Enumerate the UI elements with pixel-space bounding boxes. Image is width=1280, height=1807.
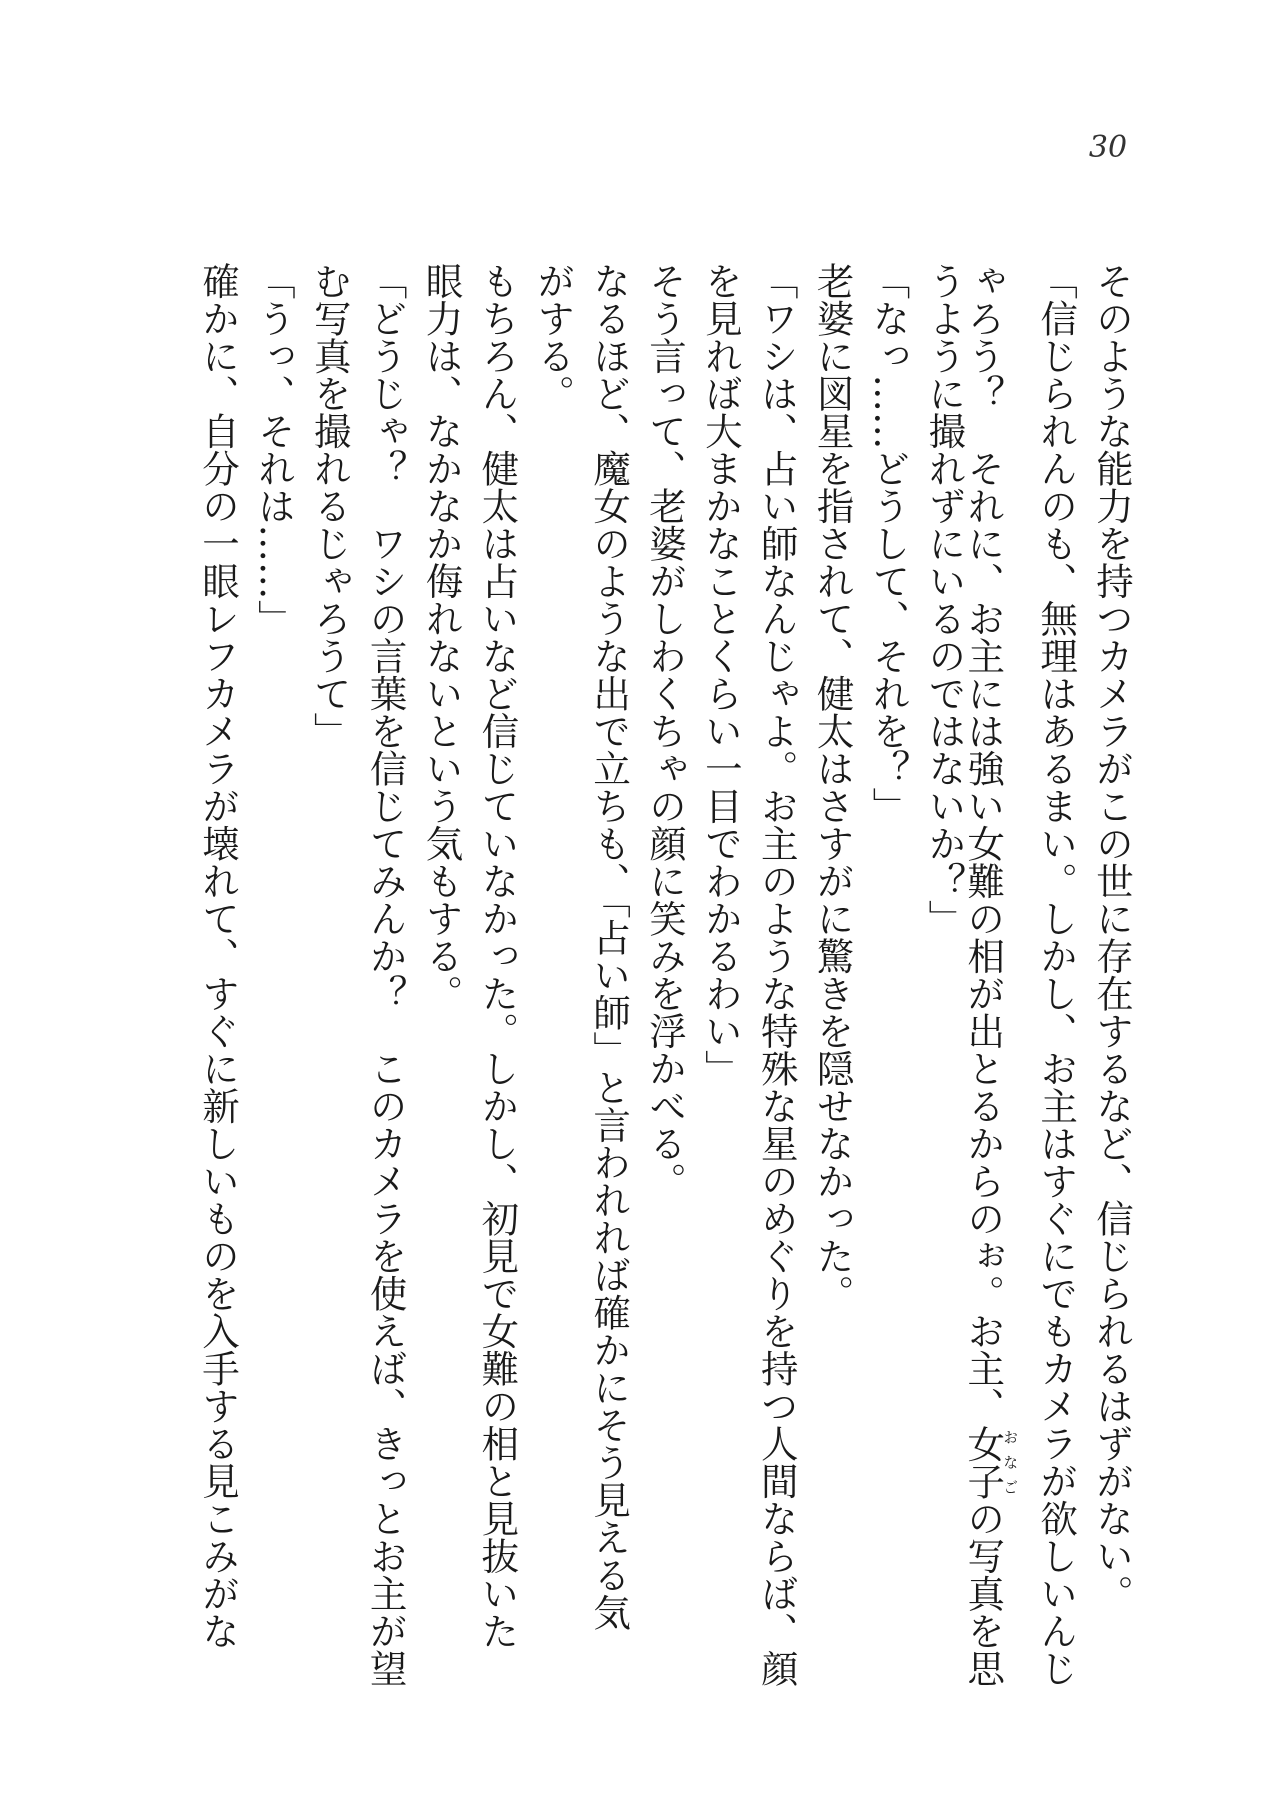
text-line-9: そう言って、老婆がしわくちゃの顔に笑みを浮かべる。 — [643, 262, 687, 1200]
ruby-base: 女子 — [961, 1424, 1006, 1500]
text-line-3-tail: の写真を思 — [961, 1499, 1006, 1687]
text-line-3-lead: ゃろう？ それに、お主には強い女難の相が出とるからのぉ。お主、 — [961, 262, 1006, 1425]
text-line-2: 「信じられんのも、無理はあるまい。しかし、お主はすぐにでもカメラが欲しいんじ — [1034, 262, 1079, 1687]
text-line-1: そのような能力を持つカメラがこの世に存在するなど、信じられるはずがない。 — [1090, 262, 1134, 1612]
text-line-17: 確かに、自分の一眼レフカメラが壊れて、すぐに新しいものを入手する見こみがな — [196, 262, 240, 1650]
ruby-reading: おなご — [1001, 1424, 1020, 1500]
text-line-10: なるほど、魔女のような出で立ちも、「占い師」と言われれば確かにそう見える気 — [587, 262, 632, 1631]
text-line-12: もちろん、健太は占いなど信じていなかった。しかし、初見で女難の相と見抜いた — [475, 262, 520, 1650]
text-line-5: 「なっ……どうして、それを？」 — [866, 262, 911, 825]
text-line-14: 「どうじゃ？ ワシの言葉を信じてみんか？ このカメラを使えば、きっとお主が望 — [363, 262, 408, 1687]
text-line-15: む写真を撮れるじゃろうて」 — [307, 262, 352, 750]
text-line-13: 眼力は、なかなか侮れないという気もする。 — [419, 262, 464, 1012]
page-number: 30 — [1088, 130, 1128, 165]
furigana-ruby — [961, 1424, 1020, 1500]
text-line-7: 「ワシは、占い師なんじゃよ。お主のような特殊な星のめぐりを持つ人間ならば、顔 — [754, 262, 799, 1687]
text-line-16: 「うっ、それは……」 — [251, 262, 296, 637]
text-line-4: うように撮れずにいるのではないか？」 — [922, 262, 967, 937]
text-line-11: がする。 — [531, 262, 576, 412]
text-line-6: 老婆に図星を指されて、健太はさすがに驚きを隠せなかった。 — [810, 262, 855, 1312]
text-line-3 — [961, 262, 1020, 1687]
vertical-text-body — [180, 262, 1134, 1687]
text-line-8: を見れば大まかなことくらい一目でわかるわい」 — [698, 262, 743, 1087]
